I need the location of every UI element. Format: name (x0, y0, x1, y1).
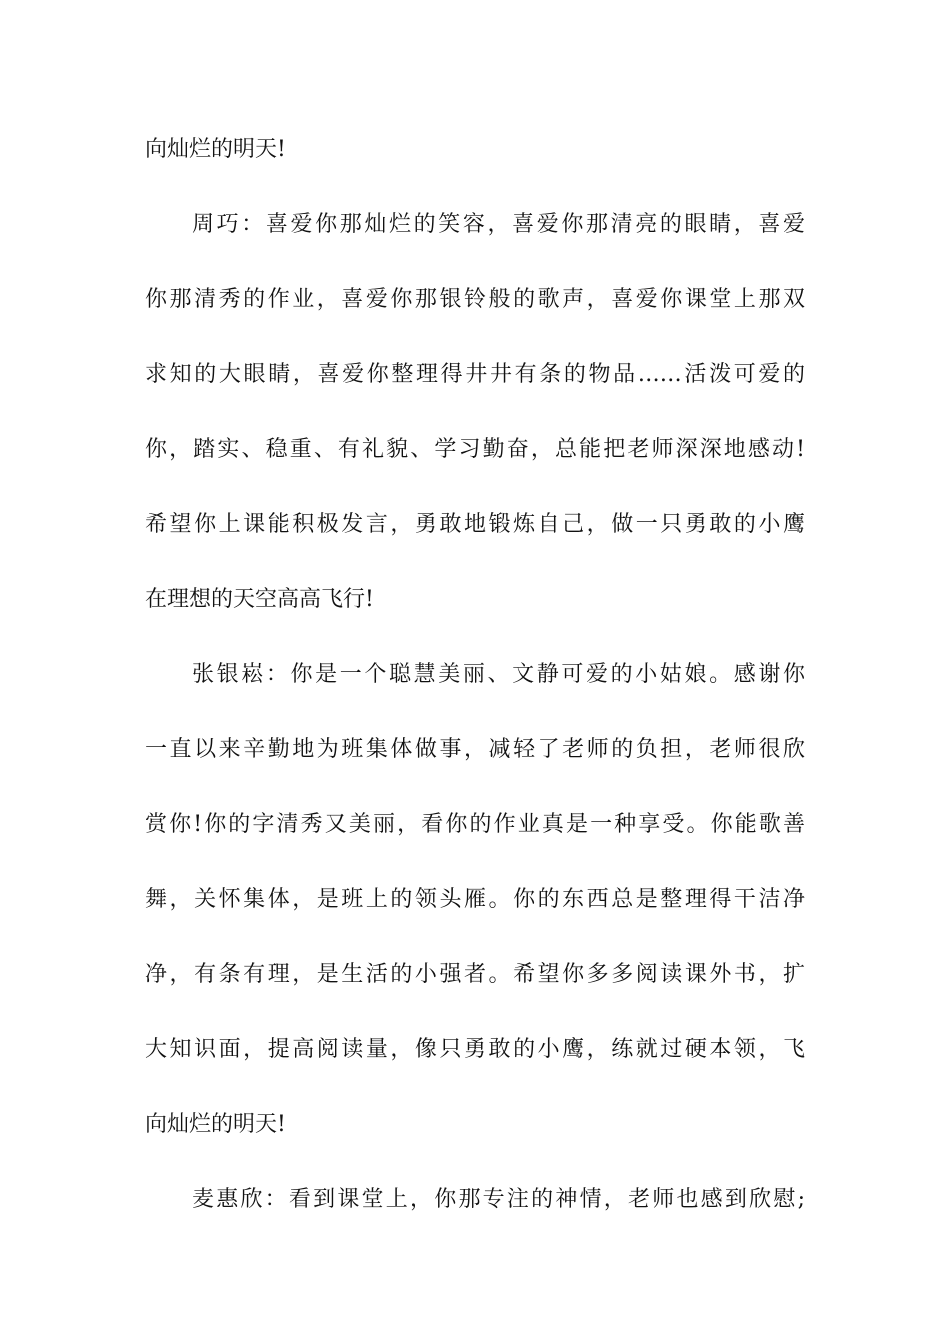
text-line: 求知的大眼睛，喜爱你整理得井井有条的物品……活泼可爱的 (145, 362, 805, 387)
text-line: 在理想的天空高高飞行! (145, 587, 374, 612)
text-line: 向灿烂的明天! (145, 137, 286, 162)
text-line: 舞，关怀集体，是班上的领头雁。你的东西总是整理得干洁净 (145, 887, 805, 912)
text-line: 你那清秀的作业，喜爱你那银铃般的歌声，喜爱你课堂上那双 (145, 287, 805, 312)
text-line: 净，有条有理，是生活的小强者。希望你多多阅读课外书，扩 (145, 962, 805, 987)
paragraph-start-line: 张银崧：你是一个聪慧美丽、文静可爱的小姑娘。感谢你 (192, 662, 805, 687)
text-line: 赏你!你的字清秀又美丽，看你的作业真是一种享受。你能歌善 (145, 812, 805, 837)
text-line: 向灿烂的明天! (145, 1112, 286, 1137)
paragraph-start-line: 麦惠欣：看到课堂上，你那专注的神情，老师也感到欣慰; (192, 1187, 805, 1212)
paragraph-start-line: 周巧：喜爱你那灿烂的笑容，喜爱你那清亮的眼睛，喜爱 (192, 212, 805, 237)
text-line: 大知识面，提高阅读量，像只勇敢的小鹰，练就过硬本领，飞 (145, 1037, 805, 1062)
text-line: 你，踏实、稳重、有礼貌、学习勤奋，总能把老师深深地感动! (145, 437, 805, 462)
text-line: 一直以来辛勤地为班集体做事，减轻了老师的负担，老师很欣 (145, 737, 805, 762)
text-line: 希望你上课能积极发言，勇敢地锻炼自己，做一只勇敢的小鹰 (145, 512, 805, 537)
